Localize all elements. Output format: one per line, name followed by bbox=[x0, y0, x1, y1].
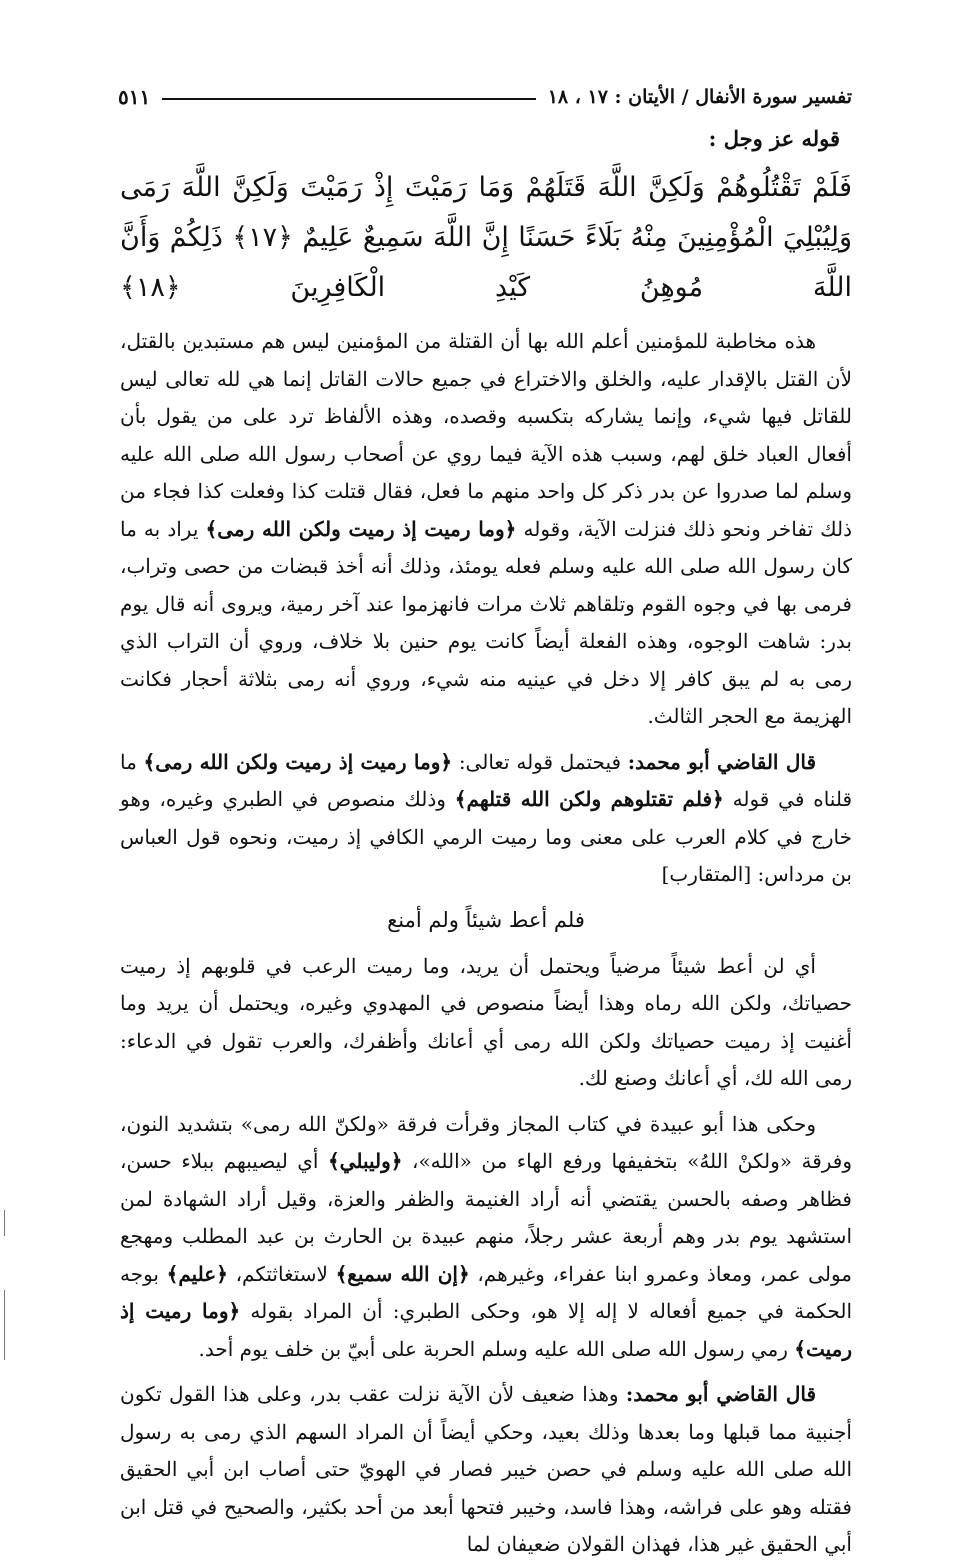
paragraph-4-b: أي ليصيبهم ببلاء حسن، فظاهر وصفه بالحسن يقتضي أنه أراد الغنيمة والظفر والعزة، وقيل أراد الشهادة لمن استشهد يوم بدر وهم أربعة عشر رجلاً، منهم عبيدة بن الحارث بن عبد المطلب ومهجع مولى عمر، ومعاذ وعمرو ابنا عفراء، وغيرهم، bbox=[120, 1149, 852, 1286]
page-number: ٥١١ bbox=[118, 85, 151, 109]
paragraph-2 bbox=[120, 744, 852, 894]
paragraph-4-d: بوجه الحكمة في جميع أفعاله لا إله إلا هو، وحكى الطبري: أن المراد بقوله bbox=[120, 1261, 852, 1323]
scan-margin-mark bbox=[4, 1210, 5, 1236]
quote-inna-allaha-sami: ﴿إن الله سميع﴾ bbox=[335, 1261, 470, 1286]
paragraph-5 bbox=[120, 1376, 852, 1564]
quote-wama-ramayta-2: ﴿وما رميت إذ رميت ولكن الله رمى﴾ bbox=[143, 749, 453, 774]
paragraph-5-text: وهذا ضعيف لأن الآية نزلت عقب بدر، وعلى هذا القول تكون أجنبية مما قبلها وما بعدها وذلك بعيد، وحكي أيضاً أن المراد السهم الذي رمى به رسول الله صلى الله عليه وسلم في حصن خيبر فصار في الهويّ حتى أصاب ابن أبي الحقيق فقتله وهو على فراشه، وهذا فاسد، وخيبر فتحها أبعد من أحد بكثير، والصحيح في قتل ابن أبي الحقيق غير هذا، فهذان القولان ضعيفان لما bbox=[120, 1382, 853, 1556]
qadi-abu-muhammad-lead-2: قال القاضي أبو محمد: bbox=[625, 1382, 817, 1406]
running-title: تفسير سورة الأنفال / الأيتان : ١٧ ، ١٨ bbox=[547, 86, 852, 108]
scan-margin-mark-2 bbox=[4, 1290, 5, 1360]
paragraph-4-c: لاستغاثتكم، bbox=[235, 1261, 328, 1286]
quran-verse: فَلَمْ تَقْتُلُوهُمْ وَلَكِنَّ اللَّهَ قَتَلَهُمْ وَمَا رَمَيْتَ إِذْ رَمَيْتَ وَلَكِنَّ اللَّهَ رَمَى وَلِيُبْلِيَ الْمُؤْمِنِينَ مِنْهُ بَلَاءً حَسَنًا إِنَّ اللَّهَ سَمِيعٌ عَلِيمٌ ﴿١٧﴾ ذَلِكُمْ وَأَنَّ اللَّهَ مُوهِنُ كَيْدِ الْكَافِرِينَ ﴿١٨﴾ bbox=[120, 172, 853, 303]
quote-wa-liyubliya: ﴿وليبلي﴾ bbox=[327, 1149, 403, 1173]
qadi-abu-muhammad-lead: قال القاضي أبو محمد: bbox=[627, 749, 817, 774]
running-header bbox=[118, 82, 852, 112]
paragraph-4 bbox=[120, 1106, 852, 1369]
paragraph-2-c: ما قلناه في قوله bbox=[120, 749, 853, 811]
intro-heading: قوله عز وجل : bbox=[708, 126, 840, 151]
paragraph-2-a: فيحتمل قوله تعالى: bbox=[458, 749, 622, 774]
poetry-verse: فلم أعط شيئاً ولم أمنع bbox=[387, 907, 585, 932]
paragraph-1 bbox=[120, 323, 852, 736]
paragraph-4-e: رمي رسول الله صلى الله عليه وسلم الحربة على أبيّ بن خلف يوم أحد. bbox=[198, 1336, 788, 1361]
paragraph-4-a: وحكى هذا أبو عبيدة في كتاب المجاز وقرأت فرقة «ولكنّ الله رمى» بتشديد النون، وفرقة «ولكنْ اللهُ» بتخفيفها ورفع الهاء من «الله»، bbox=[120, 1111, 853, 1173]
page-body bbox=[120, 126, 852, 1564]
quote-wama-ramayta: ﴿وما رميت إذ رميت ولكن الله رمى﴾ bbox=[205, 516, 517, 541]
quote-falam-taqtuluhum: ﴿فلم تقتلوهم ولكن الله قتلهم﴾ bbox=[454, 787, 724, 811]
paragraph-3: أي لن أعط شيئاً مرضياً ويحتمل أن يريد، وما رميت الرعب في قلوبهم إذ رميت حصياتك، ولكن الله رماه وهذا أيضاً منصوص في المهدوي وغيره، ويحتمل أن يريد وما أغنيت إذ رميت حصياتك ولكن الله رمى أي أعانك وأظفرك، والعرب تقول في الدعاء: رمى الله لك، أي أعانك وصنع لك. bbox=[120, 953, 852, 1090]
paragraph-1-text: هذه مخاطبة للمؤمنين أعلم الله بها أن القتلة من المؤمنين ليس هم مستبدين بالقتل، لأن القتل بالإقدار عليه، والخلق والاختراع في جميع حالات القاتل إنما هي لله تعالى ليس للقاتل فيها شيء، وإنما يشاركه بتكسبه وقصده، وهذه الألفاظ ترد على من يقول بأن أفعال العباد خلق لهم، وسبب هذه الآية فيما روي عن أصحاب رسول الله صلى الله عليه وسلم لما صدروا عن بدر ذكر كل واحد منهم ما فعل، فقال قتلت كذا وفعلت كذا فجاء من ذلك تفاخر ونحو ذلك فنزلت الآية، وقوله bbox=[120, 329, 853, 541]
quote-alim: ﴿عليم﴾ bbox=[166, 1261, 228, 1286]
paragraph-1-rest: يراد به ما كان رسول الله صلى الله عليه وسلم فعله يومئذ، وذلك أنه أخذ قبضات من حصى وتراب، فرمى بها في وجوه القوم وتلقاهم ثلاث مرات فانهزموا عند آخر رمية، ويروى أنه قال يوم بدر: شاهت الوجوه، وهذه الفعلة أيضاً كانت يوم حنين بلا خلاف، وروي أن التراب الذي رمى به لم يبق كافر إلا دخل في عينيه منه شيء، وروي أنه رمى بثلاثة أحجار فكانت الهزيمة مع الحجر الثالث. bbox=[120, 516, 852, 728]
quote-wama-ramayta-3: ﴿وما رميت إذ رميت﴾ bbox=[120, 1299, 852, 1361]
paragraph-2-d: وذلك منصوص في الطبري وغيره، وهو خارج في كلام العرب على معنى وما رميت الرمي الكافي إذ رميت، ونحوه قول العباس بن مرداس: [المتقارب] bbox=[120, 787, 852, 886]
header-rule bbox=[162, 98, 535, 100]
